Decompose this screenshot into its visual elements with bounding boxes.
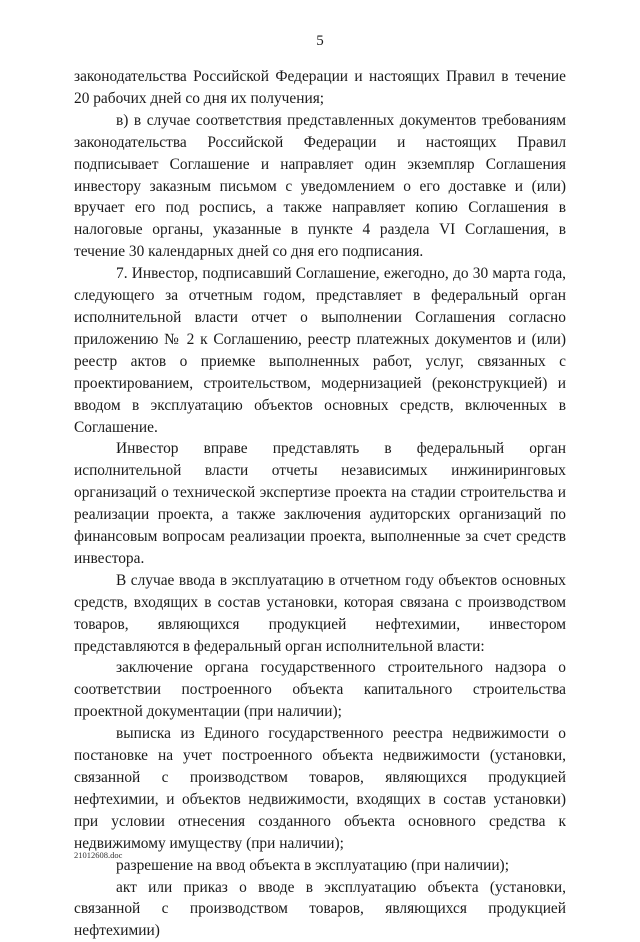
paragraph-item-7: 7. Инвестор, подписавший Соглашение, ежегодно, до 30 марта года, следующего за отчетным годом, представляет в федеральный орган исполнительной власти отчет о выполнении Соглашения согласно приложению № 2 к Соглашению, реестр платежных документов и (или) реестр актов о приемке выполненных работ, услуг, связанных с проектированием, строительством, модернизацией (реконструкцией) и вводом в эксплуатацию объектов основных средств, включенных в Соглашение. xyxy=(74,265,566,436)
document-body xyxy=(74,66,566,942)
paragraph-item-v: в) в случае соответствия представленных документов требованиям законодательства Российской Федерации и настоящих Правил подписывает Соглашение и направляет один экземпляр Соглашения инвестору заказным письмом с уведомлением о его доставке и (или) вручает его под роспись, а также направляет копию Соглашения в налоговые органы, указанные в пункте 4 раздела VI Соглашения, в течение 30 календарных дней со дня его подписания. xyxy=(74,111,566,261)
paragraph-commissioning: В случае ввода в эксплуатацию в отчетном году объектов основных средств, входящих в состав установки, которая связана с производством товаров, являющихся продукцией нефтехимии, инвестором представляются в федеральный орган исполнительной власти: xyxy=(74,571,566,655)
footer-document-code: 21012608.doc xyxy=(74,850,123,860)
list-item-commissioning-permit: разрешение на ввод объекта в эксплуатацию (при наличии); xyxy=(116,856,509,874)
list-item-supervision-conclusion: заключение органа государственного строительного надзора о соответствии построенного объекта капитального строительства проектной документации (при наличии); xyxy=(74,659,566,721)
paragraph-investor-reports: Инвестор вправе представлять в федеральный орган исполнительной власти отчеты независимых инжиниринговых организаций о технической экспертизе проекта на стадии строительства и реализации проекта, а также заключения аудиторских организаций по финансовым вопросам реализации проекта, выполненные за счет средств инвестора. xyxy=(74,440,566,567)
paragraph-continuation: законодательства Российской Федерации и настоящих Правил в течение 20 рабочих дней со дня их получения; xyxy=(74,68,566,107)
list-item-registry-extract: выписка из Единого государственного реестра недвижимости о постановке на учет построенного объекта недвижимости (установки, связанной с производством товаров, являющихся продукцией нефтехимии, и объектов недвижимости, входящих в состав установки) при условии отнесения созданного объекта основного средства к недвижимому имуществу (при наличии); xyxy=(74,725,566,852)
list-item-commissioning-act: акт или приказ о вводе в эксплуатацию объекта (установки, связанной с производством товаров, являющихся продукцией нефтехимии) xyxy=(74,878,566,940)
page-number: 5 xyxy=(316,33,324,49)
